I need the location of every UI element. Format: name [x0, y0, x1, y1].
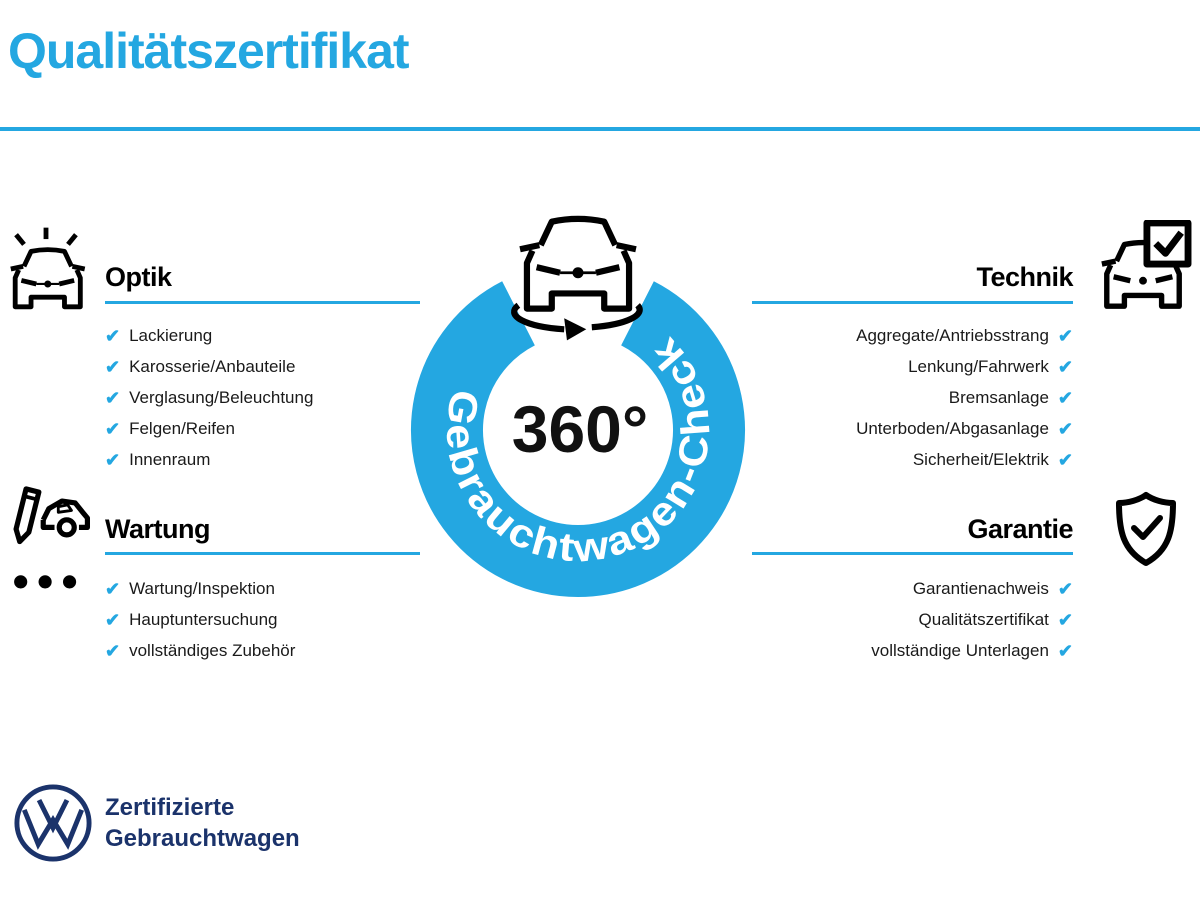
car-360-icon [514, 219, 640, 340]
list-item [856, 413, 1073, 444]
list-item-label: vollständiges Zubehör [129, 640, 296, 660]
list-item-label: Aggregate/Antriebsstrang [856, 325, 1049, 345]
section-title-garantie: Garantie [967, 514, 1073, 544]
list-item [105, 320, 313, 351]
wartung-checklist [105, 573, 295, 666]
check-icon: ✔ [105, 418, 121, 439]
check-icon: ✔ [105, 640, 121, 661]
check-icon: ✔ [1057, 356, 1073, 377]
list-item [913, 444, 1073, 475]
section-underline-wartung [105, 552, 420, 555]
check-icon: ✔ [105, 356, 121, 377]
list-item-label: Verglasung/Beleuchtung [129, 387, 314, 407]
check-icon: ✔ [105, 449, 121, 470]
vw-logo [12, 782, 94, 869]
section-underline-garantie [752, 552, 1073, 555]
list-item [105, 351, 313, 382]
list-item-label: Innenraum [129, 449, 211, 469]
list-item-label: Lenkung/Fahrwerk [908, 356, 1049, 376]
header-divider [0, 127, 1200, 131]
car-checkbox-icon [1094, 220, 1192, 319]
list-item-label: Felgen/Reifen [129, 418, 235, 438]
check-icon: ✔ [1057, 609, 1073, 630]
list-item-label: Sicherheit/Elektrik [912, 449, 1049, 469]
list-item [105, 635, 295, 666]
list-item [105, 413, 313, 444]
list-item [913, 573, 1073, 604]
list-item-label: Lackierung [129, 325, 213, 345]
section-title-wartung: Wartung [105, 514, 210, 544]
list-item-label: Unterboden/Abgasanlage [856, 418, 1049, 438]
technik-checklist [856, 320, 1073, 475]
section-title-optik: Optik [105, 262, 172, 292]
check-icon: ✔ [105, 578, 121, 599]
check-icon: ✔ [1057, 387, 1073, 408]
section-underline-optik [105, 301, 420, 304]
ring-label: Gebrauchtwagen-Check [437, 330, 719, 572]
degrees-label: 360° [511, 392, 649, 466]
check-icon: ✔ [105, 609, 121, 630]
list-item [908, 351, 1073, 382]
list-item [105, 604, 295, 635]
list-item [949, 382, 1073, 413]
check-icon: ✔ [105, 325, 121, 346]
check-icon: ✔ [1057, 578, 1073, 599]
check-icon: ✔ [105, 387, 121, 408]
shield-check-icon [1106, 488, 1186, 581]
list-item [919, 604, 1073, 635]
list-item [105, 573, 295, 604]
car-shine-icon [2, 222, 90, 321]
list-item-label: Garantienachweis [912, 578, 1049, 598]
list-item-label: Hauptuntersuchung [129, 609, 278, 629]
list-item-label: Karosserie/Anbauteile [129, 356, 296, 376]
list-item [871, 635, 1073, 666]
check-icon: ✔ [1057, 640, 1073, 661]
check-icon: ✔ [1057, 418, 1073, 439]
footer-claim [105, 792, 300, 854]
list-item [856, 320, 1073, 351]
page-title: Qualitätszertifikat [8, 23, 409, 79]
section-underline-technik [752, 301, 1073, 304]
list-item [105, 444, 313, 475]
optik-checklist [105, 320, 313, 475]
check-icon: ✔ [1057, 325, 1073, 346]
list-item-label: vollständige Unterlagen [871, 640, 1049, 660]
footer-claim-line2: Gebrauchtwagen [105, 825, 300, 852]
list-item-label: Qualitätszertifikat [918, 609, 1049, 629]
list-item-label: Bremsanlage [948, 387, 1049, 407]
list-item-label: Wartung/Inspektion [129, 578, 275, 598]
garantie-checklist [871, 573, 1073, 666]
pencil-car-icon [0, 482, 94, 605]
section-title-technik: Technik [976, 262, 1073, 292]
360-check-badge [396, 186, 764, 639]
footer-claim-line1: Zertifizierte [105, 794, 235, 821]
list-item [105, 382, 313, 413]
check-icon: ✔ [1057, 449, 1073, 470]
